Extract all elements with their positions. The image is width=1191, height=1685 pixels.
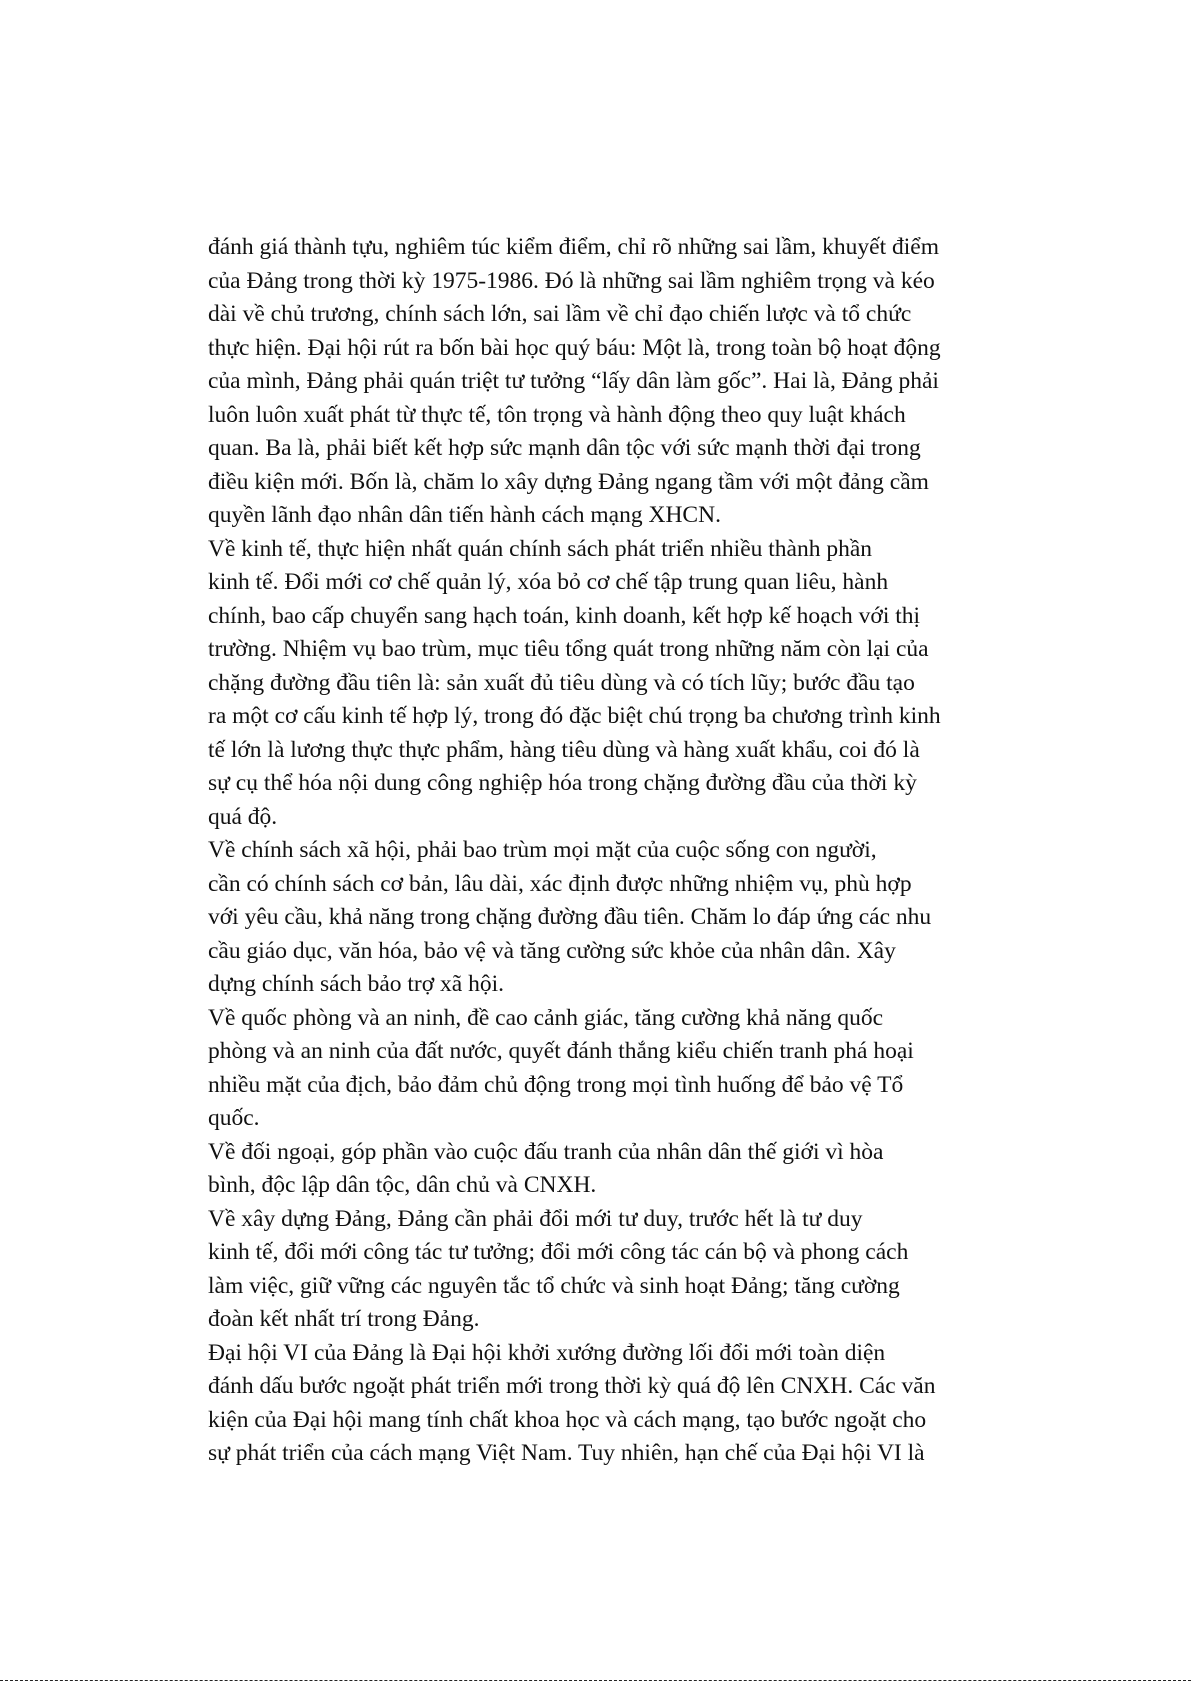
text-line: quan. Ba là, phải biết kết hợp sức mạnh dân tộc với sức mạnh thời đại trong (208, 435, 921, 461)
text-line: trường. Nhiệm vụ bao trùm, mục tiêu tổng quát trong những năm còn lại của (208, 636, 929, 662)
text-line: phòng và an ninh của đất nước, quyết đánh thắng kiểu chiến tranh phá hoại (208, 1038, 914, 1064)
text-line: đánh dấu bước ngoặt phát triển mới trong thời kỳ quá độ lên CNXH. Các văn (208, 1373, 936, 1399)
text-line: bình, độc lập dân tộc, dân chủ và CNXH. (208, 1172, 597, 1198)
text-line: Về chính sách xã hội, phải bao trùm mọi mặt của cuộc sống con người, (208, 837, 877, 863)
text-line: của Đảng trong thời kỳ 1975-1986. Đó là những sai lầm nghiêm trọng và kéo (208, 267, 935, 294)
text-line: ra một cơ cấu kinh tế hợp lý, trong đó đặc biệt chú trọng ba chương trình kinh (208, 703, 941, 729)
text-line: đánh giá thành tựu, nghiêm túc kiểm điểm, chỉ rõ những sai lầm, khuyết điểm (208, 234, 939, 260)
text-line: cần có chính sách cơ bản, lâu dài, xác định được những nhiệm vụ, phù hợp (208, 870, 912, 897)
text-line: quyền lãnh đạo nhân dân tiến hành cách mạng XHCN. (208, 502, 721, 528)
text-line: kinh tế. Đổi mới cơ chế quản lý, xóa bỏ cơ chế tập trung quan liêu, hành (208, 569, 889, 595)
text-line: điều kiện mới. Bốn là, chăm lo xây dựng Đảng ngang tầm với một đảng cầm (208, 468, 929, 495)
text-line: dài về chủ trương, chính sách lớn, sai lầm về chỉ đạo chiến lược và tổ chức (208, 301, 912, 327)
text-line: sự cụ thể hóa nội dung công nghiệp hóa trong chặng đường đầu của thời kỳ (208, 770, 917, 796)
text-line: thực hiện. Đại hội rút ra bốn bài học quý báu: Một là, trong toàn bộ hoạt động (208, 334, 941, 361)
text-line: cầu giáo dục, văn hóa, bảo vệ và tăng cường sức khỏe của nhân dân. Xây (208, 937, 896, 964)
text-line: sự phát triển của cách mạng Việt Nam. Tuy nhiên, hạn chế của Đại hội VI là (208, 1440, 925, 1466)
text-line: Đại hội VI của Đảng là Đại hội khởi xướng đường lối đổi mới toàn diện (208, 1339, 886, 1366)
text-line: kinh tế, đổi mới công tác tư tưởng; đổi mới công tác cán bộ và phong cách (208, 1239, 909, 1265)
body-text (208, 231, 1008, 1471)
text-line: đoàn kết nhất trí trong Đảng. (208, 1306, 480, 1332)
text-line: Về kinh tế, thực hiện nhất quán chính sách phát triển nhiều thành phần (208, 535, 873, 562)
text-line: với yêu cầu, khả năng trong chặng đường đầu tiên. Chăm lo đáp ứng các nhu (208, 904, 932, 930)
text-line: nhiều mặt của địch, bảo đảm chủ động trong mọi tình huống để bảo vệ Tổ (208, 1071, 904, 1098)
text-line: chặng đường đầu tiên là: sản xuất đủ tiêu dùng và có tích lũy; bước đầu tạo (208, 669, 915, 696)
text-line: Về xây dựng Đảng, Đảng cần phải đổi mới tư duy, trước hết là tư duy (208, 1205, 863, 1232)
text-line: làm việc, giữ vững các nguyên tắc tổ chức và sinh hoạt Đảng; tăng cường (208, 1272, 900, 1299)
text-line: kiện của Đại hội mang tính chất khoa học và cách mạng, tạo bước ngoặt cho (208, 1406, 927, 1433)
text-line: Về quốc phòng và an ninh, đề cao cảnh giác, tăng cường khả năng quốc (208, 1004, 884, 1031)
text-line: tế lớn là lương thực thực phẩm, hàng tiêu dùng và hàng xuất khẩu, coi đó là (208, 736, 920, 763)
text-line: luôn luôn xuất phát từ thực tế, tôn trọng và hành động theo quy luật khách (208, 401, 906, 428)
text-line: quá độ. (208, 803, 278, 830)
text-line: của mình, Đảng phải quán triệt tư tưởng “lấy dân làm gốc”. Hai là, Đảng phải (208, 368, 939, 394)
page-bottom-divider (0, 1680, 1191, 1681)
text-line: chính, bao cấp chuyển sang hạch toán, kinh doanh, kết hợp kế hoạch với thị (208, 602, 921, 629)
text-line: dựng chính sách bảo trợ xã hội. (208, 971, 504, 997)
text-line: Về đối ngoại, góp phần vào cuộc đấu tranh của nhân dân thế giới vì hòa (208, 1138, 884, 1165)
text-line: quốc. (208, 1105, 260, 1131)
